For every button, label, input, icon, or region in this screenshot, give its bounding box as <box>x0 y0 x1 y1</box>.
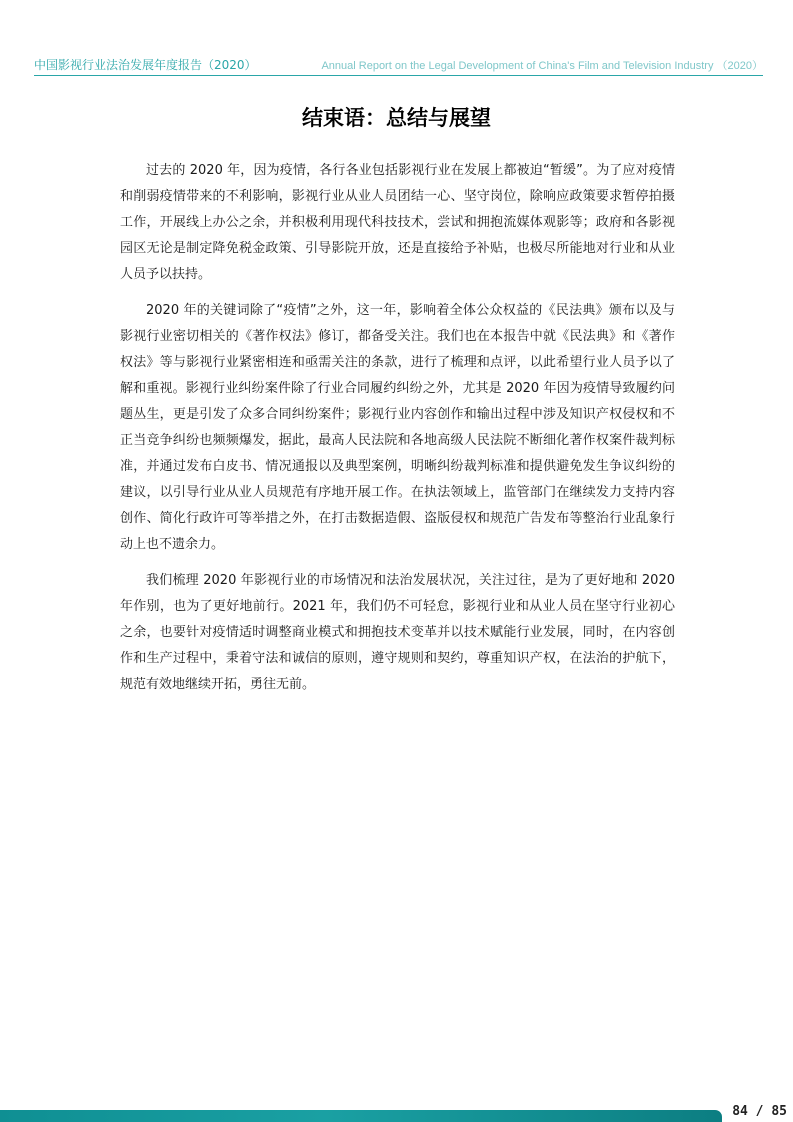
paragraph: 2020 年的关键词除了“疫情”之外，这一年，影响着全体公众权益的《民法典》颁布以及与影视行业密切相关的《著作权法》修订，都备受关注。我们也在本报告中就《民法典》和《著作权法》等与影视行业紧密相连和亟需关注的条款，进行了梳理和点评，以此希望行业人员予以了解和重视。影视行业纠纷案件除了行业合同履约纠纷之外，尤其是 2020 年因为疫情导致履约问题丛生，更是引发了众多合同纠纷案件；影视行业内容创作和输出过程中涉及知识产权侵权和不正当竞争纠纷也频频爆发，据此，最高人民法院和各地高级人民法院不断细化著作权案件裁判标准，并通过发布白皮书、情况通报以及典型案例，明晰纠纷裁判标准和提供避免发生争议纠纷的建议，以引导行业从业人员规范有序地开展工作。在执法领域上，监管部门在继续发力支持内容创作、简化行政许可等举措之外，在打击数据造假、盗版侵权和规范广告发布等整治行业乱象行动上也不遗余力。 <box>120 303 675 552</box>
paragraph: 我们梳理 2020 年影视行业的市场情况和法治发展状况，关注过往，是为了更好地和 2020 年作别，也为了更好地前行。2021 年，我们仍不可轻怠，影视行业和从业人员在坚守行业初心之余，也要针对疫情适时调整商业模式和拥抱技术变革并以技术赋能行业发展，同时，在内容创作和生产过程中，秉着守法和诚信的原则，遵守规则和契约，尊重知识产权，在法治的护航下，规范有效地继续开拓，勇往无前。 <box>120 573 675 692</box>
paragraph: 过去的 2020 年，因为疫情，各行各业包括影视行业在发展上都被迫“暂缓”。为了应对疫情和削弱疫情带来的不利影响，影视行业从业人员团结一心、坚守岗位，除响应政策要求暂停拍摄工作，开展线上办公之余，并积极利用现代科技技术，尝试和拥抱流媒体观影等；政府和各影视园区无论是制定降免税金政策、引导影院开放，还是直接给予补贴，也极尽所能地对行业和从业人员予以扶持。 <box>120 163 675 282</box>
section-title: 结束语：总结与展望 <box>302 106 491 130</box>
page-number: 84 / 85 <box>732 1104 787 1119</box>
header-title-cn: 中国影视行业法治发展年度报告（2020） <box>34 58 257 72</box>
page-header <box>34 55 763 76</box>
footer-bar <box>0 1110 722 1122</box>
header-title-en: Annual Report on the Legal Development of China's Film and Television Industry （2020） <box>321 60 763 72</box>
body-text <box>120 158 675 708</box>
